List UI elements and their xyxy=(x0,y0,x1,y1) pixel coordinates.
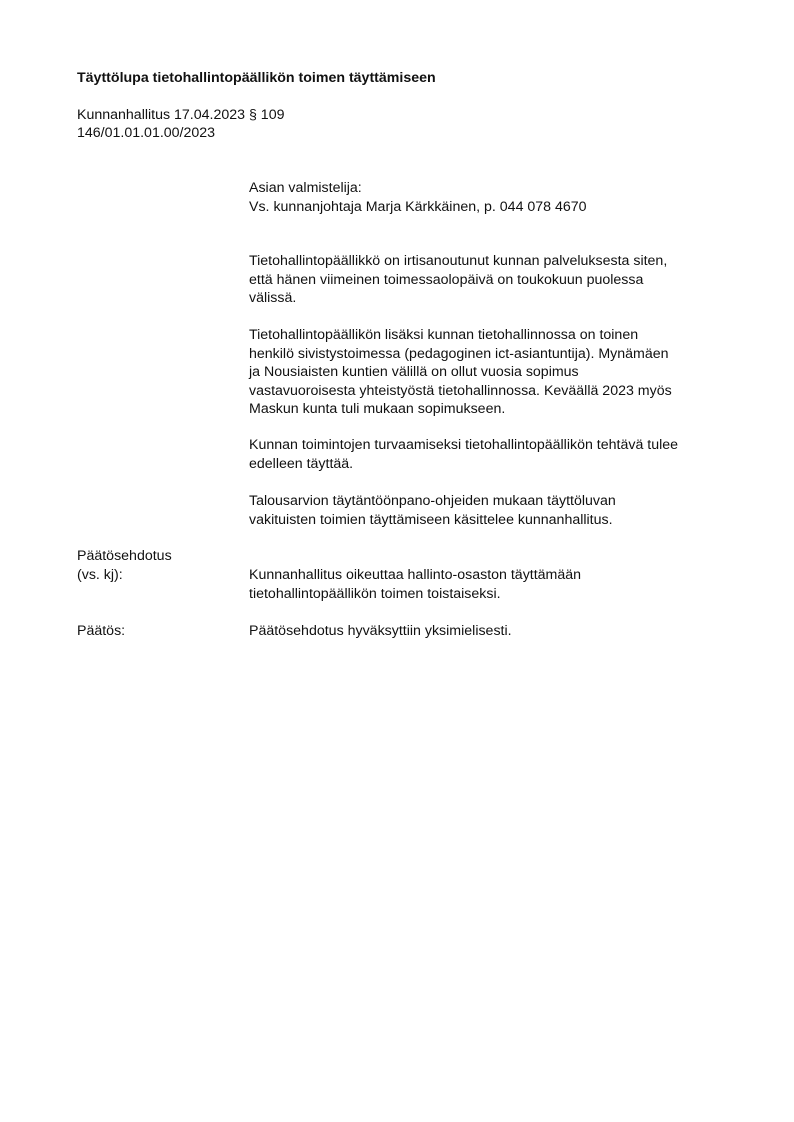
paragraph-line: Talousarvion täytäntöönpano-ohjeiden mukaan täyttöluvan xyxy=(249,493,616,509)
paragraph-line: että hänen viimeinen toimessaolopäivä on toukokuun puolessa xyxy=(249,271,644,288)
paragraph-cooperation xyxy=(249,326,672,419)
paragraph-line: Maskun kunta tuli mukaan sopimukseen. xyxy=(249,401,506,417)
paragraph-line: ja Nousiaisten kuntien välillä on ollut vuosia sopimus xyxy=(249,364,579,380)
paragraph-line: Tietohallintopäällikkö on irtisanoutunut kunnan palveluksesta siten, xyxy=(249,253,668,269)
decision-text: Päätösehdotus hyväksyttiin yksimielisesti. xyxy=(249,623,512,639)
paragraph-continuity xyxy=(249,436,678,473)
preparer-label: Asian valmistelija: xyxy=(249,180,362,196)
proposal-line: tietohallintopäällikön toimen toistaiseksi. xyxy=(249,585,501,602)
proposal-author-label: (vs. kj): xyxy=(77,567,123,583)
decision-label: Päätös: xyxy=(77,623,126,639)
proposal-label: Päätösehdotus xyxy=(77,548,172,564)
preparer-name: Vs. kunnanjohtaja Marja Kärkkäinen, p. 044 078 4670 xyxy=(249,199,587,215)
meeting-reference: Kunnanhallitus 17.04.2023 § 109 xyxy=(77,107,285,123)
paragraph-line: edelleen täyttää. xyxy=(249,455,354,472)
paragraph-line: Kunnan toimintojen turvaamiseksi tietohallintopäällikön tehtävä tulee xyxy=(249,437,679,453)
paragraph-line: välissä. xyxy=(249,290,297,306)
document-title: Täyttölupa tietohallintopäällikön toimen täyttämiseen xyxy=(77,70,436,86)
paragraph-line: henkilö sivistystoimessa (pedagoginen ict-asiantuntija). Mynämäen xyxy=(249,345,669,362)
record-code: 146/01.01.01.00/2023 xyxy=(77,125,216,141)
proposal-text xyxy=(249,566,581,603)
paragraph-line: Tietohallintopäällikön lisäksi kunnan tietohallinnossa on toinen xyxy=(249,327,639,343)
proposal-line: Kunnanhallitus oikeuttaa hallinto-osaston täyttämään xyxy=(249,567,582,583)
paragraph-resignation xyxy=(249,252,667,308)
paragraph-line: vastavuoroisesta yhteistyöstä tietohallinnossa. Keväällä 2023 myös xyxy=(249,382,672,399)
paragraph-line: vakituisten toimien täyttämiseen käsittelee kunnanhallitus. xyxy=(249,511,613,528)
paragraph-budget-rules xyxy=(249,492,616,529)
